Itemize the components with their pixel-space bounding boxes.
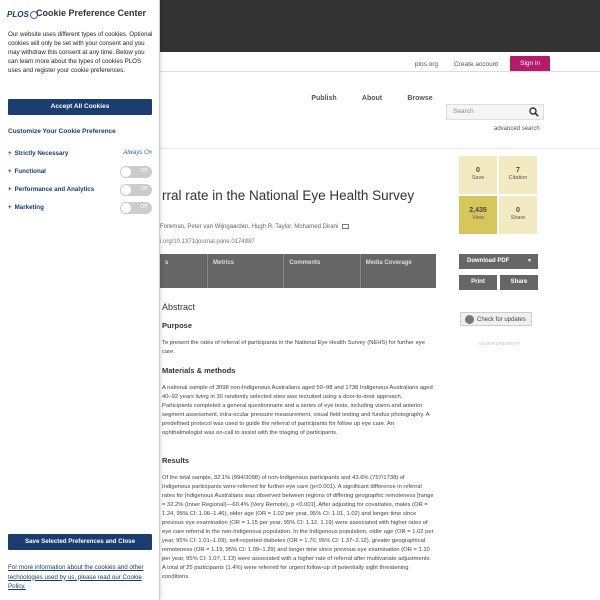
advertisement-label: ADVERTISEMENT: [478, 341, 521, 346]
always-on-label: Always On: [123, 150, 152, 156]
metric-label: Share: [510, 215, 526, 221]
metric-label: Citation: [508, 175, 528, 181]
metric-share[interactable]: [499, 196, 537, 234]
panel-title: Cookie Preference Center: [36, 8, 147, 18]
article-title: rral rate in the National Eye Health Survey: [162, 188, 415, 203]
plus-icon: +: [8, 204, 12, 211]
metric-label: Save: [471, 175, 485, 181]
category-strictly-necessary[interactable]: [8, 150, 152, 162]
category-label: Marketing: [14, 204, 44, 211]
check-for-updates-button[interactable]: [460, 312, 532, 326]
accept-all-cookies-button[interactable]: Accept All Cookies: [8, 99, 152, 115]
sign-in-button[interactable]: Sign in: [510, 56, 550, 72]
metric-value: 7: [516, 167, 520, 174]
plus-icon: +: [8, 168, 12, 175]
customize-heading: Customize Your Cookie Preference: [8, 128, 116, 135]
author-list: [160, 224, 349, 230]
plos-logo: [7, 10, 38, 19]
top-utility-nav: [407, 56, 550, 72]
share-button[interactable]: Share: [500, 275, 538, 290]
tab-media-coverage[interactable]: Media Coverage: [361, 254, 436, 288]
section-text: To present the rates of referral of participants in the National Eye Health Survey (NEHS) for further eye care.: [162, 340, 425, 355]
cookie-policy-link[interactable]: For more information about the cookies and other technologies used by us, please read our Cookie Policy.: [8, 564, 144, 590]
download-pdf-button[interactable]: [459, 254, 538, 269]
metric-value: 2,435: [469, 207, 487, 214]
panel-description: Our website uses different types of cookies. Optional cookies will only be set with your consent and you may withdraw this consent at any time. Below you can learn more about the types of cookies PLOS uses and register your cookie preferences.: [8, 31, 153, 74]
abstract-heading: Abstract: [162, 302, 196, 312]
article-tabs: [160, 254, 436, 288]
divider: [160, 148, 600, 149]
check-updates-label: Check for updates: [477, 317, 526, 324]
metric-citation[interactable]: [499, 156, 537, 194]
chevron-down-icon[interactable]: ▼: [527, 258, 532, 264]
category-label: Functional: [14, 168, 46, 175]
search-icon[interactable]: [529, 107, 539, 117]
tab-metrics[interactable]: Metrics: [208, 254, 284, 288]
category-performance-analytics[interactable]: [8, 186, 152, 198]
cookie-preference-panel: [0, 0, 160, 600]
plus-icon: +: [8, 150, 12, 157]
crossmark-icon: [465, 315, 474, 324]
section-text: Of the total sample, 32.1% (994/3098) of non-Indigenous participants and 43.6% (757/1738) of Indigenous participants were referred for further eye care (p<0.001). A significant difference in referral rates for Indigenous Australians was observed between regions of differing geographic remoteness [range = 32.2% (Inner Regional)—60.4% (Very Remote), p <0.001]. After adjusting for covariates, males (OR = 1.24, 95% CI: 1.06–1.46), older age (OR = 1.02 per year, 95% CI: 1.01, 1.02) and longer time since previous eye examination (OR = 1.15 per year, 95% CI: 1.12, 1.19) were associated with higher rates of eye care referral in the non-Indigenous population. In the Indigenous population, older age (OR = 1.02 per year, 95% CI: 1.01–1.03), self-reported diabetes (OR = 1.70, 95% CI: 1.37–2.12), greater geographical remoteness (OR = 1.19, 95% CI: 1.09–1.29) and longer time since previous eye examination (OR = 1.10 per year, 95% CI: 1.07, 1.13) were associated with a higher rate of referral after multivariate adjustments. A total of 25 participants (1.4%) were referred for urgent follow-up of potentially sight threatening conditions.: [162, 475, 434, 580]
plus-icon: +: [8, 186, 12, 193]
functional-toggle[interactable]: [120, 166, 152, 178]
category-label: Strictly Necessary: [14, 150, 69, 157]
save-preferences-button[interactable]: Save Selected Preferences and Close: [8, 534, 152, 550]
search-placeholder: Search: [453, 108, 474, 115]
plos-org-link[interactable]: plos.org: [414, 60, 439, 68]
download-pdf-label: Download PDF: [467, 258, 510, 264]
logo-text: PLOS: [7, 10, 29, 19]
main-nav: [300, 95, 444, 102]
print-button[interactable]: Print: [459, 275, 497, 290]
marketing-toggle[interactable]: [120, 202, 152, 214]
metric-value: 0: [476, 167, 480, 174]
tab-article[interactable]: s: [160, 254, 208, 288]
toggle-state: Off: [140, 186, 147, 192]
section-heading: Results: [162, 456, 190, 465]
metric-label: View: [472, 215, 484, 221]
tab-comments[interactable]: Comments: [284, 254, 360, 288]
metric-view[interactable]: [459, 196, 497, 234]
create-account-link[interactable]: Create account: [454, 60, 499, 68]
nav-about[interactable]: About: [361, 95, 383, 102]
category-functional[interactable]: [8, 168, 152, 180]
section-heading: Purpose: [162, 321, 193, 330]
performance-toggle[interactable]: [120, 184, 152, 196]
section-heading: Materials & methods: [162, 366, 236, 375]
section-text: A national sample of 3098 non-Indigenous Australians aged 50–98 and 1738 Indigenous Australians aged 40–92 years living in 30 randomly selected sites was recruited using a door-to-door approach. Participants completed a general questionnaire and a series of eye tests, including vision and anterior segment assessment, intra-ocular pressure measurement, visual field testing and fundus photography. A predefined protocol was used to guide the referral of participants for follow up eye care. An ophthalmologist was on-call to assist with the triaging of participants.: [162, 385, 433, 436]
metric-value: 0: [516, 207, 520, 214]
nav-browse[interactable]: Browse: [407, 95, 433, 102]
search-input[interactable]: [446, 104, 544, 120]
category-marketing[interactable]: [8, 204, 152, 216]
advanced-search-link[interactable]: advanced search: [494, 126, 540, 132]
authors-text[interactable]: Foreman, Peter van Wijngaarden, Hugh R. Taylor, Mohamed Dirani: [160, 224, 339, 231]
doi[interactable]: i.org/10.1371/journal.pone.0174887: [160, 239, 255, 245]
nav-publish[interactable]: Publish: [311, 95, 337, 102]
toggle-state: Off: [140, 168, 147, 174]
metric-save[interactable]: [459, 156, 497, 194]
category-label: Performance and Analytics: [14, 186, 95, 193]
toggle-state: Off: [140, 204, 147, 210]
email-icon[interactable]: [342, 224, 349, 229]
